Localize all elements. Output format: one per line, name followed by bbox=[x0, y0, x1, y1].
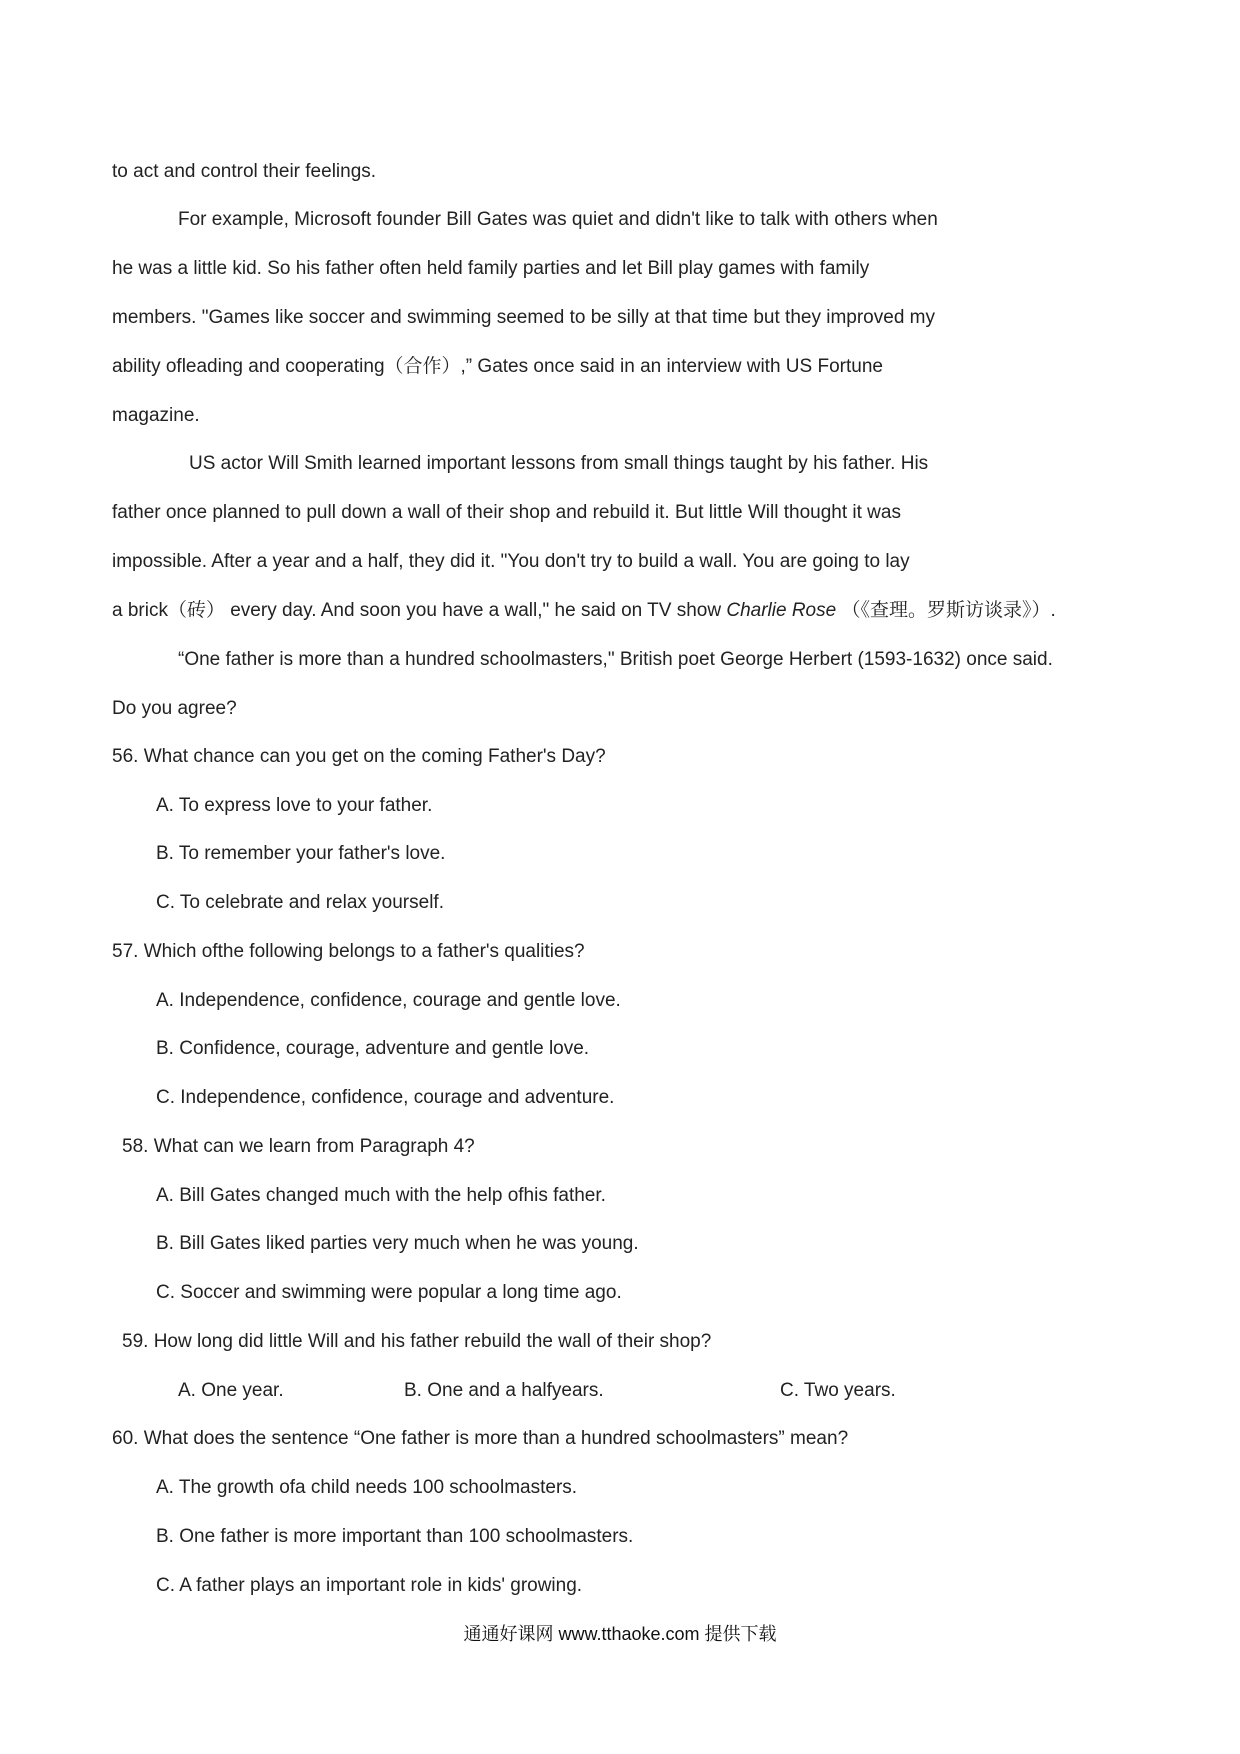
question-57-option-c: C. Independence, confidence, courage and adventure. bbox=[156, 1087, 615, 1108]
page-footer: 通通好课网 www.tthaoke.com 提供下载 bbox=[463, 1624, 777, 1644]
question-57-stem: 57. Which ofthe following belongs to a father's qualities? bbox=[112, 941, 585, 962]
question-56-option-a: A. To express love to your father. bbox=[156, 795, 433, 816]
passage-line-3: he was a little kid. So his father often held family parties and let Bill play games with family bbox=[112, 258, 870, 279]
question-59-option-c: C. Two years. bbox=[780, 1380, 896, 1401]
question-60-option-b: B. One father is more important than 100 schoolmasters. bbox=[156, 1526, 634, 1547]
passage-line-1: to act and control their feelings. bbox=[112, 161, 377, 182]
question-60-stem: 60. What does the sentence “One father is more than a hundred schoolmasters” mean? bbox=[112, 1428, 849, 1449]
question-59-option-b: B. One and a halfyears. bbox=[404, 1380, 604, 1401]
passage-line-10-text: a brick（砖） every day. And soon you have a wall," he said on TV show bbox=[112, 600, 727, 621]
question-57-option-a: A. Independence, confidence, courage and gentle love. bbox=[156, 990, 621, 1011]
passage-line-4: members. "Games like soccer and swimming seemed to be silly at that time but they improved my bbox=[112, 307, 935, 328]
passage-line-5: ability ofleading and cooperating（合作）,” Gates once said in an interview with US Fortune bbox=[112, 356, 883, 377]
question-60-option-c: C. A father plays an important role in kids' growing. bbox=[156, 1575, 583, 1596]
passage-line-9: impossible. After a year and a half, they did it. "You don't try to build a wall. You are going to lay bbox=[112, 551, 910, 572]
question-56-stem: 56. What chance can you get on the coming Father's Day? bbox=[112, 746, 606, 767]
question-58-stem: 58. What can we learn from Paragraph 4? bbox=[122, 1136, 475, 1157]
passage-line-7: US actor Will Smith learned important lessons from small things taught by his father. His bbox=[189, 453, 929, 474]
passage-line-11: “One father is more than a hundred schoolmasters," British poet George Herbert (1593-1632) once said. bbox=[178, 649, 1053, 670]
passage-line-2: For example, Microsoft founder Bill Gates was quiet and didn't like to talk with others when bbox=[178, 209, 938, 230]
show-title: Charlie Rose bbox=[726, 600, 837, 621]
question-59-stem: 59. How long did little Will and his father rebuild the wall of their shop? bbox=[122, 1331, 712, 1352]
question-58-option-c: C. Soccer and swimming were popular a long time ago. bbox=[156, 1282, 622, 1303]
passage-line-12: Do you agree? bbox=[112, 698, 237, 719]
question-56-option-b: B. To remember your father's love. bbox=[156, 843, 446, 864]
question-60-option-a: A. The growth ofa child needs 100 schoolmasters. bbox=[156, 1477, 578, 1498]
question-58-option-b: B. Bill Gates liked parties very much when he was young. bbox=[156, 1233, 639, 1254]
question-56-option-c: C. To celebrate and relax yourself. bbox=[156, 892, 444, 913]
question-57-option-b: B. Confidence, courage, adventure and gentle love. bbox=[156, 1038, 590, 1059]
passage-line-6: magazine. bbox=[112, 405, 200, 426]
question-59-option-a: A. One year. bbox=[178, 1380, 284, 1401]
passage-line-10 bbox=[112, 598, 1056, 624]
question-58-option-a: A. Bill Gates changed much with the help ofhis father. bbox=[156, 1185, 606, 1206]
show-title-chinese: （《查理。罗斯访谈录》）. bbox=[836, 600, 1056, 621]
passage-line-8: father once planned to pull down a wall of their shop and rebuild it. But little Will thought it was bbox=[112, 502, 901, 523]
